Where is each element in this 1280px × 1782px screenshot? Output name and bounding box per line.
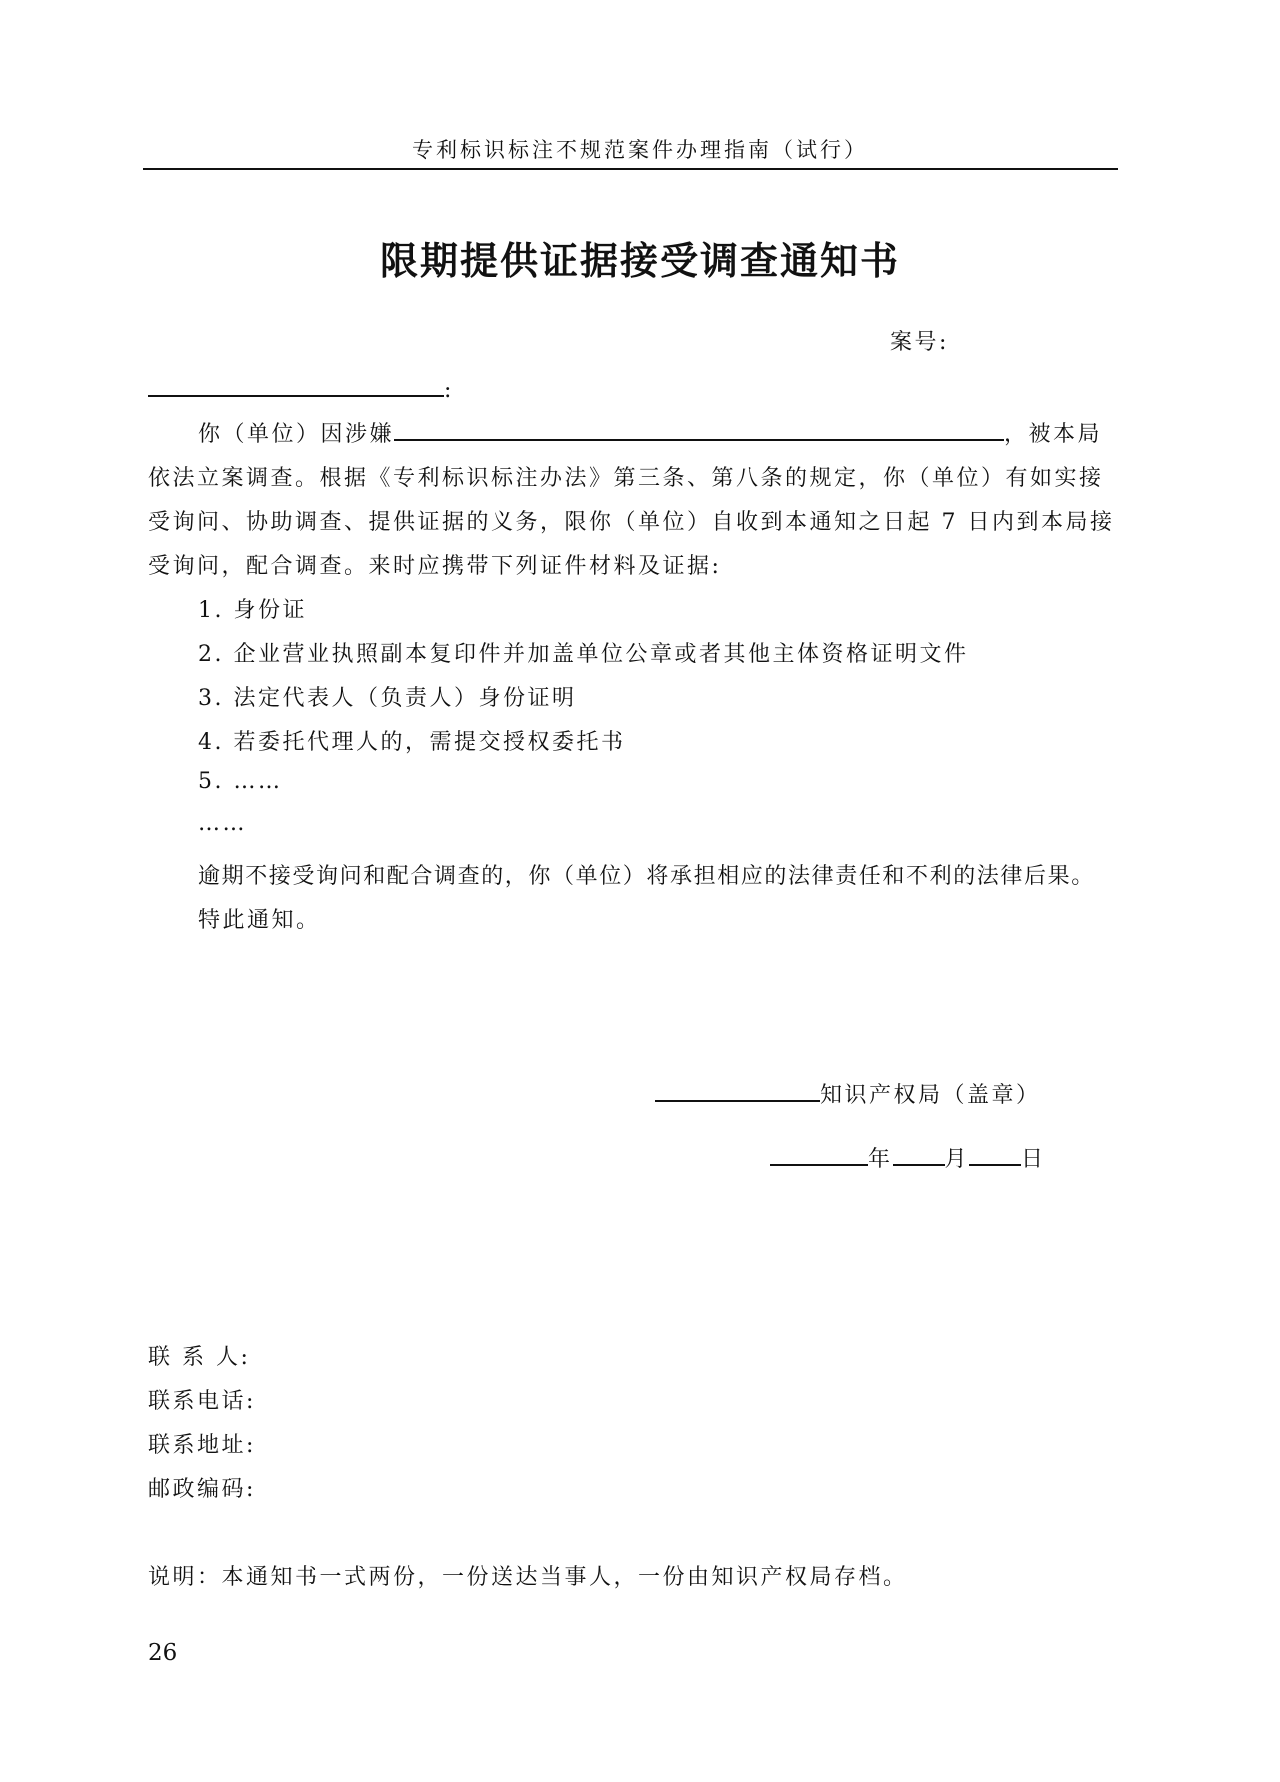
closing-text: 特此通知。 — [198, 908, 321, 933]
para1-prefix: 你（单位）因涉嫌 — [198, 422, 395, 447]
recipient-line — [148, 373, 454, 403]
contact-address-label: 联系地址: — [148, 1433, 256, 1458]
running-header: 专利标识标注不规范案件办理指南（试行） — [412, 138, 868, 162]
contact-person-label: 联 系 人: — [148, 1345, 251, 1370]
header-rule — [143, 168, 1118, 170]
list-item: 4. 若委托代理人的，需提交授权委托书 — [198, 730, 626, 755]
list-item: 1. 身份证 — [198, 598, 307, 623]
day-label: 日 — [1021, 1147, 1046, 1172]
note-text: 说明：本通知书一式两份，一份送达当事人，一份由知识产权局存档。 — [148, 1565, 908, 1590]
para1-suffix: ，被本局 — [1004, 422, 1103, 447]
para1-line4: 受询问，配合调查。来时应携带下列证件材料及证据: — [148, 554, 722, 579]
para1-line1 — [198, 417, 1102, 448]
year-label: 年 — [868, 1147, 893, 1172]
contact-phone-label: 联系电话: — [148, 1389, 256, 1414]
year-blank — [770, 1142, 868, 1166]
recipient-blank — [148, 373, 444, 397]
document-title: 限期提供证据接受调查通知书 — [379, 238, 900, 283]
list-item: 3. 法定代表人（负责人）身份证明 — [198, 686, 577, 711]
list-item: 2. 企业营业执照副本复印件并加盖单位公章或者其他主体资格证明文件 — [198, 642, 969, 667]
recipient-colon: : — [444, 378, 454, 403]
warning-text: 逾期不接受询问和配合调查的，你（单位）将承担相应的法律责任和不利的法律后果。 — [198, 864, 1095, 889]
suspicion-blank — [394, 417, 1004, 441]
signature-label: 知识产权局（盖章） — [820, 1083, 1041, 1108]
day-blank — [969, 1142, 1021, 1166]
list-item: 5. …… — [198, 769, 283, 794]
postal-code-label: 邮政编码: — [148, 1477, 256, 1502]
para1-line3: 受询问、协助调查、提供证据的义务，限你（单位）自收到本通知之日起 7 日内到本局接 — [148, 510, 1115, 535]
signature-line — [655, 1078, 1041, 1109]
date-line — [770, 1142, 1046, 1173]
ellipsis-line: …… — [198, 811, 247, 836]
month-blank — [893, 1142, 945, 1166]
case-number-label: 案号: — [890, 330, 949, 355]
page-number: 26 — [148, 1640, 178, 1666]
month-label: 月 — [944, 1147, 970, 1172]
signature-blank — [655, 1078, 820, 1102]
para1-line2: 依法立案调查。根据《专利标识标注办法》第三条、第八条的规定，你（单位）有如实接 — [148, 466, 1104, 491]
